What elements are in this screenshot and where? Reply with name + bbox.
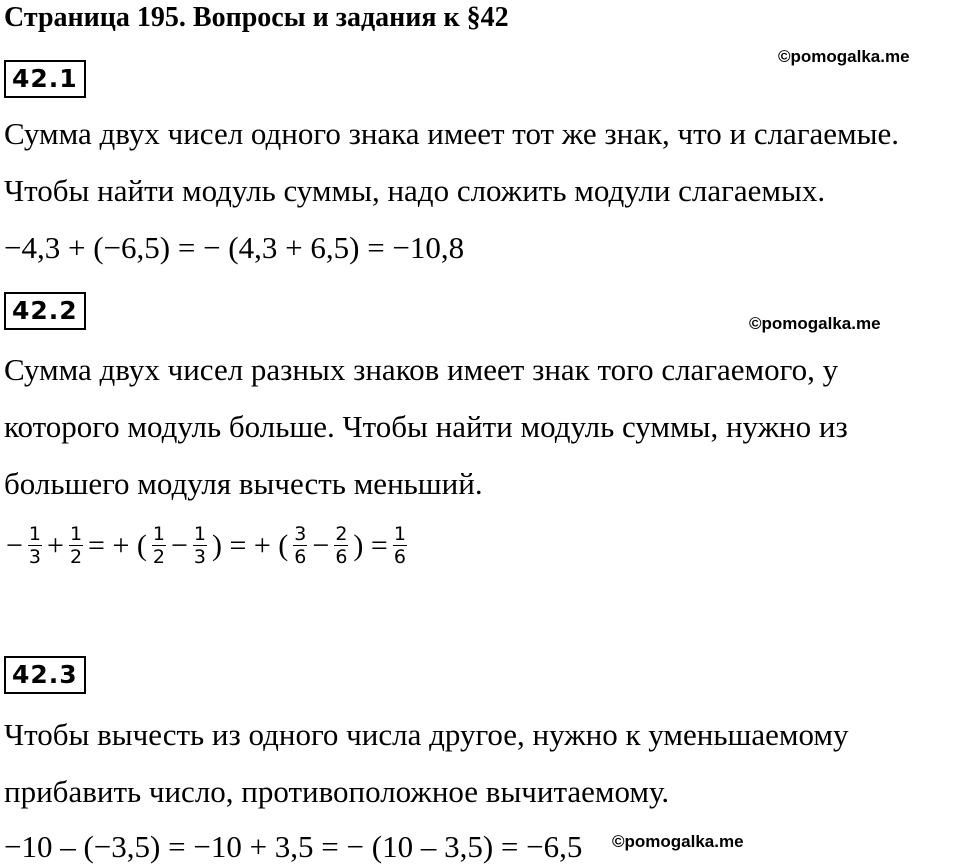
fraction-numerator: 1 bbox=[69, 523, 83, 545]
formula-operator: ) = bbox=[353, 528, 388, 562]
task-number-box: 42.3 bbox=[4, 656, 86, 694]
fraction-denominator: 6 bbox=[393, 546, 406, 568]
fraction bbox=[293, 523, 307, 568]
fraction-numerator: 3 bbox=[294, 523, 307, 545]
formula-operator: − bbox=[170, 528, 188, 562]
fraction-numerator: 1 bbox=[152, 523, 165, 545]
task-formula-line: −10 – (−3,5) = −10 + 3,5 = − (10 – 3,5) = −6,5 bbox=[4, 829, 583, 864]
fraction-numerator: 2 bbox=[335, 523, 348, 545]
fraction-denominator: 2 bbox=[152, 546, 165, 568]
formula-operator: − bbox=[6, 528, 23, 562]
fraction-denominator: 3 bbox=[193, 546, 206, 568]
watermark: ©pomogalka.me bbox=[612, 832, 744, 851]
fraction-numerator: 1 bbox=[193, 523, 206, 545]
fraction-numerator: 1 bbox=[28, 523, 42, 545]
formula-operator: = + ( bbox=[88, 528, 147, 562]
task-number-box: 42.1 bbox=[4, 60, 86, 98]
task-text-line: Чтобы вычесть из одного числа другое, нужно к уменьшаемому bbox=[4, 717, 849, 752]
watermark: ©pomogalka.me bbox=[749, 314, 881, 333]
formula-operator: − bbox=[312, 528, 330, 562]
task-text-line: Чтобы найти модуль суммы, надо сложить модули слагаемых. bbox=[4, 173, 826, 208]
fraction-denominator: 2 bbox=[69, 546, 83, 568]
formula-operator: ) = + ( bbox=[211, 528, 289, 562]
page-title: Страница 195. Вопросы и задания к §42 bbox=[4, 2, 509, 33]
task-text-line: которого модуль больше. Чтобы найти модуль суммы, нужно из bbox=[4, 409, 848, 444]
fraction bbox=[152, 523, 166, 568]
fraction-formula bbox=[4, 523, 410, 568]
formula-operator: + bbox=[47, 528, 64, 562]
fraction-denominator: 6 bbox=[294, 546, 307, 568]
fraction-denominator: 6 bbox=[335, 546, 348, 568]
fraction bbox=[28, 523, 42, 568]
fraction-numerator: 1 bbox=[393, 523, 406, 545]
fraction bbox=[193, 523, 207, 568]
task-number-box: 42.2 bbox=[4, 292, 86, 330]
task-text-line: большего модуля вычесть меньший. bbox=[4, 466, 483, 501]
fraction-denominator: 3 bbox=[28, 546, 42, 568]
task-formula-line: −4,3 + (−6,5) = − (4,3 + 6,5) = −10,8 bbox=[4, 230, 465, 265]
task-text-line: Сумма двух чисел одного знака имеет тот же знак, что и слагаемые. bbox=[4, 116, 900, 151]
task-text-line: прибавить число, противоположное вычитаемому. bbox=[4, 774, 670, 809]
fraction bbox=[393, 523, 407, 568]
task-text-line: Сумма двух чисел разных знаков имеет знак того слагаемого, у bbox=[4, 352, 839, 387]
watermark: ©pomogalka.me bbox=[778, 47, 910, 66]
fraction bbox=[69, 523, 83, 568]
fraction bbox=[334, 523, 348, 568]
